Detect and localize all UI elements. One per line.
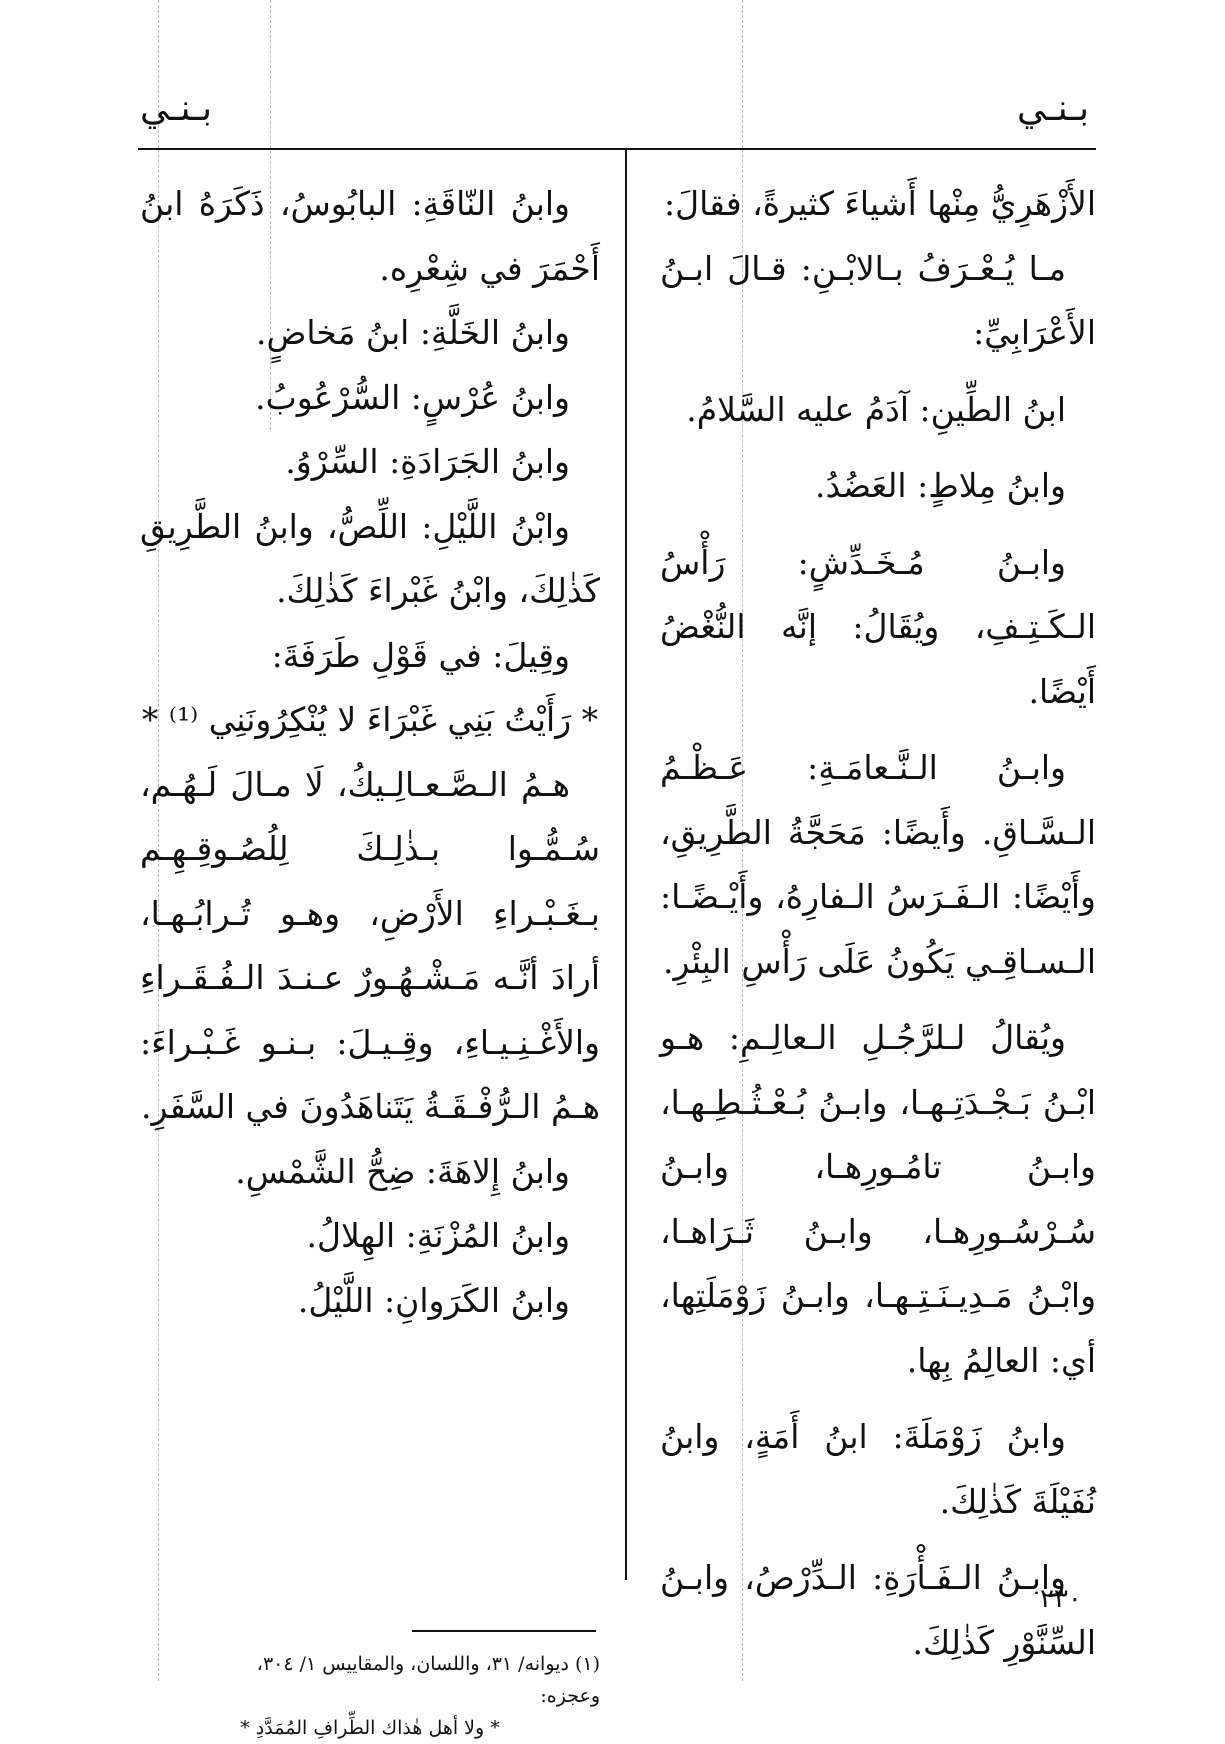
left-column [140, 172, 600, 1333]
paragraph: ابنُ الطِّينِ: آدَمُ عليه السَّلامُ. [686, 389, 1066, 429]
page-number: ٢٣٠ [1040, 1584, 1082, 1614]
paragraph: وابنُ زَوْمَلَةَ: ابنُ أَمَةٍ، وابنُ نُفَيْلَةَ كَذٰلِكَ. [660, 1417, 1096, 1521]
header-rule [138, 148, 1096, 150]
paragraph: وابنُ إِلاهَةَ: ضِحُّ الشَّمْسِ. [235, 1151, 570, 1191]
paragraph: مـا يُـعْـرَفُ بـالابْـنِ: قـالَ ابـنُ الأَعْرَابِيِّ: [660, 248, 1096, 352]
paragraph: وابـنُ الـفَـأْرَةِ: الـدِّرْصُ، وابـنُ السِّنَّوْرِ كَذٰلِكَ. [660, 1558, 1096, 1662]
footnote-rule [412, 1630, 596, 1632]
running-header-right: بـنـي [1017, 88, 1089, 129]
paragraph: هـمُ الـصَّـعـالِـيكُ، لَا مـالَ لَـهُـم، سُـمُّـوا بـذٰلِـكَ لِلُصُـوقِـهِـم بـغَـبْـراءِ الأَرْضِ، وهـو تُـرابُـهـا، أرادَ أنَّـه مَـشْـهُـورٌ عـنـدَ الـفُـقَـراءِ والأَغْـنِـيـاءِ، وقِـيـلَ: بـنـو غَـبْـراءَ: هـمُ الـرُّفْـقَـةُ يَتَناهَدُونَ في السَّفَرِ. [140, 764, 600, 1126]
paragraph: وابنُ النّاقَةِ: البابُوسُ، ذَكَرَهُ ابنُ أَحْمَرَ في شِعْرِه. [140, 184, 600, 288]
paragraph: وابنُ مِلاطٍ: العَضُدُ. [815, 466, 1066, 505]
paragraph: وابْنُ اللَّيْلِ: اللِّصُّ، وابنُ الطَّرِيقِ كَذٰلِكَ، وابْنُ غَبْراءَ كَذٰلِكَ. [140, 506, 600, 610]
paragraph: وابـنُ مُـخَـدِّشٍ: رَأْسُ الـكَـتِـفِ، ويُقَالُ: إنَّه النُّغْضُ أَيْضًا. [660, 542, 1096, 711]
paragraph: وابـنُ الـنَّـعامَـةِ: عَـظْـمُ الـسَّـاقِ. وأَيضًا: مَحَجَّةُ الطَّرِيقِ، وأَيْضًا: الـفَـرَسُ الـفارِهُ، وأَيْـضًـا: الـسـاقِـي يَكُونُ عَلَى رَأْسِ البِئْرِ. [660, 748, 1096, 981]
right-column [660, 172, 1096, 1675]
footnote [140, 1648, 600, 1744]
verse-line: * رَأَيْتُ بَنِي غَبْرَاءَ لا يُنْكِرُونَنِي ⁽¹⁾ * [141, 700, 599, 739]
footnote-verse: * ولا أهل هٰذاك الطِّرافِ المُمَدَّدِ * [240, 1717, 500, 1739]
footnote-line: (١) ديوانه/ ٣١، واللسان، والمقاييس ١/ ٣٠٤، [256, 1653, 600, 1675]
paragraph: وابنُ الجَرَادَةِ: السِّرْوُ. [285, 442, 570, 481]
running-header-left: بـنـي [140, 88, 212, 129]
paragraph: ويُقالُ لـلرَّجُـلِ الـعالِـمِ: هـو ابْـنُ بَـجْـدَتِـهـا، وابـنُ بُـعْـثُـطِـهـا، وابـنُ تامُـورِهـا، وابـنُ سُـرْسُـورِهـا، وابـنُ ثَـرَاهـا، وابْـنُ مَـدِيـنَـتِـهـا، وابـنُ زَوْمَلَتِها، أي: العالِمُ بِها. [660, 1018, 1096, 1380]
paragraph: وابنُ عُرْسٍ: السُّرْعُوبُ. [255, 377, 570, 417]
paragraph: وابنُ المُزْنَةِ: الهِلالُ. [306, 1216, 570, 1255]
paragraph: وقِيلَ: في قَوْلِ طَرَفَةَ: [271, 635, 570, 675]
paragraph: وابنُ الخَلَّةِ: ابنُ مَخاضٍ. [255, 313, 570, 352]
paragraph: الأَزْهَرِيُّ مِنْها أَشياءَ كثيرةً، فقالَ: [664, 184, 1096, 223]
paragraph: وابنُ الكَرَوانِ: اللَّيْلُ. [297, 1280, 570, 1320]
footnote-line: وعجزه: [540, 1685, 600, 1707]
column-divider [625, 150, 627, 1580]
